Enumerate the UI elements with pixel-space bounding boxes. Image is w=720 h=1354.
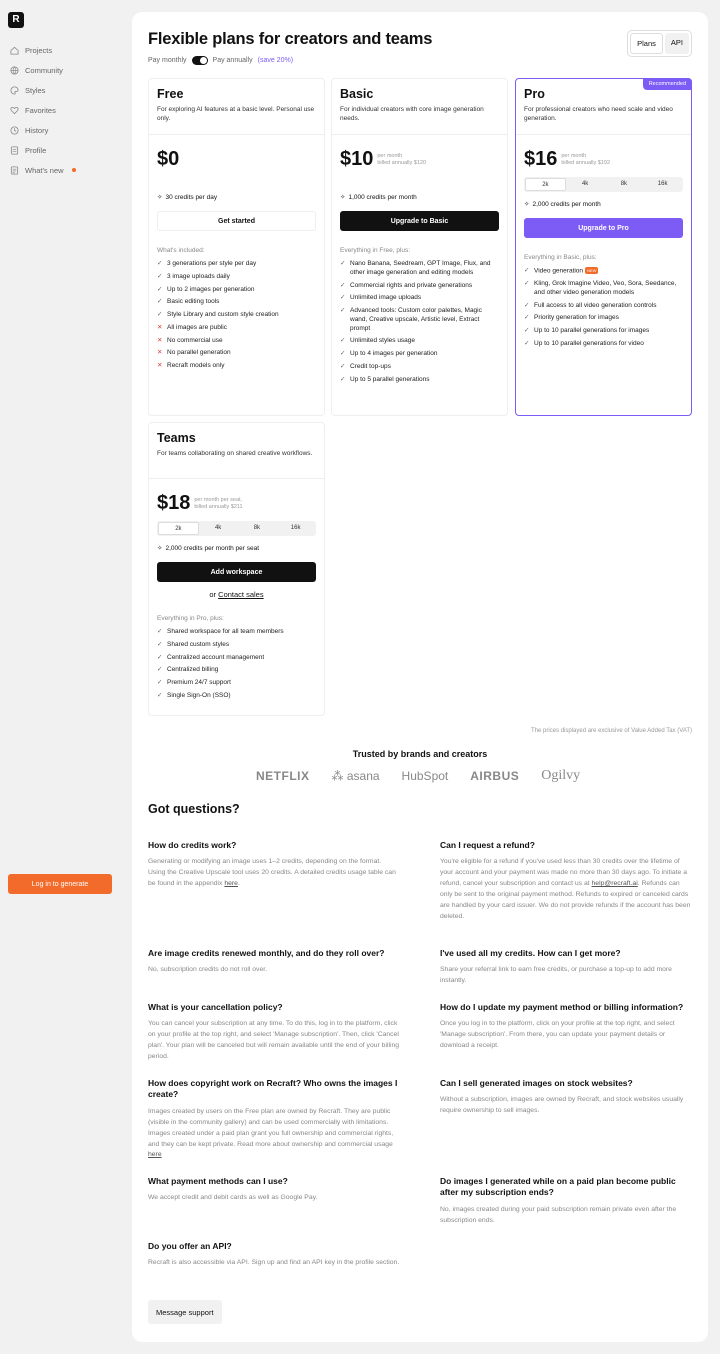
tier-option[interactable]: 4k [214, 525, 222, 531]
tier-option[interactable]: 4k [581, 181, 589, 187]
check-icon: ✓ [157, 311, 163, 319]
plan-description: For professional creators who need scale and video generation. [524, 106, 673, 122]
faq-question: How do credits work? [148, 840, 237, 850]
tier-option[interactable]: 2k [525, 178, 566, 191]
cross-icon: ✕ [157, 349, 163, 357]
price-note: per month billed annually $120 [377, 152, 426, 166]
feature-item [157, 337, 316, 346]
feature-item [340, 307, 499, 333]
plan-price: $16 [524, 148, 558, 170]
credits-text: 30 credits per day [165, 193, 218, 201]
home-icon [10, 46, 19, 55]
feature-item [157, 324, 316, 333]
feature-text: Kling, Grok Imagine Video, Veo, Sora, Seedance, and other video generation models [534, 280, 677, 296]
feature-text: Priority generation for images [534, 314, 619, 322]
credits-line [516, 200, 691, 208]
check-icon: ✓ [157, 260, 163, 267]
tier-option[interactable]: 16k [657, 181, 668, 187]
included-heading: Everything in Basic, plus: [524, 254, 597, 261]
feature-text: Up to 4 images per generation [350, 350, 438, 358]
feature-item [157, 286, 316, 295]
faq-question: How do I update my payment method or billing information? [440, 1002, 684, 1012]
faq-item [148, 1241, 400, 1269]
feature-text: 3 image uploads daily [167, 272, 230, 280]
check-icon: ✓ [340, 362, 346, 370]
faq-item [148, 948, 400, 976]
login-to-generate-button[interactable]: Log in to generate [8, 874, 112, 894]
tier-option[interactable]: 2k [158, 522, 199, 535]
cross-icon: ✕ [157, 362, 163, 370]
faq-item [148, 840, 400, 890]
faq-link[interactable]: here [148, 1151, 162, 1159]
faq-answer: Share your referral link to earn free credits, or purchase a top-up to add more instantly. [440, 966, 672, 985]
credit-tier-selector [157, 521, 316, 536]
pay-monthly-label[interactable]: Pay monthly [148, 57, 187, 64]
feature-item [524, 314, 683, 323]
sparkle-icon: ✧ [524, 201, 530, 208]
sidebar-item-label: History [25, 125, 49, 135]
vat-note: The prices displayed are exclusive of Value Added Tax (VAT) [531, 728, 692, 734]
page-title: Flexible plans for creators and teams [148, 30, 433, 48]
check-icon: ✓ [524, 301, 530, 309]
plan-price: $10 [340, 148, 374, 170]
feature-item [340, 337, 499, 346]
asana-logo: ⁂ asana [331, 769, 380, 783]
feature-item [157, 273, 316, 282]
feature-text: Basic editing tools [167, 298, 220, 306]
palette-icon [10, 86, 19, 95]
check-icon: ✓ [340, 260, 346, 267]
feature-item [157, 260, 316, 269]
plan-card-teams [148, 422, 325, 716]
faq-question: What is your cancellation policy? [148, 1002, 283, 1012]
feature-item [340, 282, 499, 291]
feature-text: Shared custom styles [167, 640, 230, 648]
check-icon: ✓ [340, 294, 346, 302]
credits-text: 1,000 credits per month [348, 193, 417, 201]
check-icon: ✓ [524, 314, 530, 322]
faq-answer: You can cancel your subscription at any time. To do this, log in to the platform, click on your profile at the top right, and select 'Manage subscription'. Then, click 'Cancel plan'. Your plan will be canceled but will remain available until the end of your billing period. [148, 1020, 400, 1061]
credits-text: 2,000 credits per month per seat [165, 544, 260, 552]
faq-question: What payment methods can I use? [148, 1176, 288, 1186]
sidebar [0, 0, 124, 1354]
check-icon: ✓ [157, 272, 163, 280]
feature-item [157, 692, 316, 701]
feature-list [332, 260, 507, 384]
included-heading: Everything in Free, plus: [340, 247, 411, 254]
plan-price: $0 [157, 148, 180, 170]
feature-item [157, 349, 316, 358]
feature-item [157, 654, 316, 663]
ogilvy-logo: Ogilvy [541, 768, 581, 783]
faq-answer: No, images created during your paid subscription remain private even after the subscription ends. [440, 1205, 677, 1224]
feature-item [157, 298, 316, 307]
hubspot-logo: HubSpot [401, 769, 449, 783]
add-workspace-button[interactable]: Add workspace [157, 562, 316, 582]
credits-line [149, 544, 324, 552]
feature-item [340, 260, 499, 278]
check-icon: ✓ [524, 280, 530, 288]
faq-item [440, 1078, 692, 1117]
feature-text: Up to 5 parallel generations [350, 375, 430, 383]
or-text: or [209, 590, 217, 599]
sidebar-nav [10, 40, 76, 180]
faq-item [440, 840, 692, 923]
feature-text: Full access to all video generation controls [534, 301, 657, 309]
feature-text: Up to 2 images per generation [167, 285, 255, 293]
feature-item [157, 362, 316, 371]
check-icon: ✓ [340, 337, 346, 345]
feature-text: Premium 24/7 support [167, 679, 231, 687]
feature-text: Recraft models only [167, 362, 225, 370]
sidebar-item-label: Favorites [25, 105, 56, 115]
price-row [149, 135, 324, 169]
sidebar-item-label: Projects [25, 45, 53, 55]
plan-name: Basic [340, 87, 374, 101]
plan-card-basic [331, 78, 508, 416]
plans-api-switch [627, 30, 692, 57]
price-row [332, 135, 507, 169]
tier-option[interactable]: 8k [620, 181, 628, 187]
faq-item [148, 1078, 400, 1161]
feature-text: 3 generations per style per day [167, 260, 257, 267]
feature-list [516, 267, 691, 349]
price-row [516, 135, 691, 169]
feature-item [524, 340, 683, 349]
check-icon: ✓ [157, 628, 163, 635]
faq-question: Are image credits renewed monthly, and do they roll over? [148, 948, 385, 958]
feature-text: No parallel generation [167, 349, 231, 357]
feature-text: All images are public [167, 323, 227, 331]
faq-link[interactable]: help@recraft.ai [591, 880, 638, 888]
sidebar-item-label: Styles [25, 85, 46, 95]
sparkle-icon: ✧ [157, 545, 163, 552]
upgrade-to-pro-button[interactable]: Upgrade to Pro [524, 218, 683, 238]
sidebar-item-projects[interactable] [10, 40, 76, 60]
main-panel [132, 12, 708, 1342]
document-icon [10, 146, 19, 155]
check-icon: ✓ [157, 666, 163, 674]
tier-option[interactable]: 16k [290, 525, 301, 531]
credits-text: 2,000 credits per month [532, 200, 601, 208]
message-support-button[interactable]: Message support [148, 1300, 222, 1324]
plan-name: Pro [524, 87, 545, 101]
feature-text: Shared workspace for all team members [167, 628, 284, 635]
plan-card-free [148, 78, 325, 416]
billing-period-toggle[interactable] [192, 56, 208, 65]
faq-answer: Recraft is also accessible via API. Sign up and find an API key in the profile section. [148, 1259, 400, 1267]
feature-item [524, 267, 683, 276]
faq-title: Got questions? [148, 802, 240, 816]
check-icon: ✓ [157, 679, 163, 687]
feature-text: Up to 10 parallel generations for images [534, 327, 650, 335]
plan-card-pro [515, 78, 692, 416]
faq-item [148, 1176, 400, 1204]
sidebar-item-label: Profile [25, 145, 47, 155]
plan-header [149, 79, 324, 135]
faq-item [440, 1176, 692, 1227]
check-icon: ✓ [524, 340, 530, 348]
sidebar-item-history[interactable] [10, 120, 76, 140]
price-note: per month per seat, billed annually $211 [194, 496, 243, 510]
feature-item [157, 641, 316, 650]
sparkle-icon: ✧ [157, 194, 163, 201]
check-icon: ✓ [340, 350, 346, 358]
check-icon: ✓ [340, 375, 346, 383]
plan-price: $18 [157, 492, 191, 514]
sidebar-item-label: Community [25, 65, 63, 75]
clock-icon [10, 126, 19, 135]
feature-text: Centralized account management [167, 653, 265, 661]
feature-item [157, 679, 316, 688]
save-note: (save 20%) [257, 57, 294, 64]
credit-tier-selector [524, 177, 683, 192]
faq-answer: Generating or modifying an image uses 1–2 credits, depending on the format. Using the Creative Upscale tool uses 20 credits. A detailed credits usage table can be found in the appendix here. [148, 858, 396, 888]
brand-logos [256, 768, 580, 784]
feature-item [340, 294, 499, 303]
tab-api[interactable]: API [665, 33, 689, 54]
feature-text: Commercial rights and private generations [350, 281, 473, 289]
plan-name: Free [157, 87, 184, 101]
faq-answer: No, subscription credits do not roll over. [148, 966, 268, 974]
sidebar-item-community[interactable] [10, 60, 76, 80]
globe-icon [10, 66, 19, 75]
feature-item [157, 311, 316, 320]
faq-item [440, 948, 692, 987]
feature-text: Unlimited image uploads [350, 294, 422, 302]
feature-text: Credit top-ups [350, 362, 391, 370]
sidebar-item-styles[interactable] [10, 80, 76, 100]
sidebar-item-profile[interactable] [10, 140, 76, 160]
feature-item [340, 350, 499, 359]
check-icon: ✓ [524, 267, 530, 274]
heart-icon [10, 106, 19, 115]
included-heading: What's included: [157, 247, 205, 254]
check-icon: ✓ [157, 298, 163, 306]
plan-header [149, 423, 324, 479]
sparkle-icon: ✧ [340, 194, 346, 201]
feature-text: Style Library and custom style creation [167, 311, 279, 319]
feature-list [149, 260, 324, 371]
feature-text: Single Sign-On (SSO) [167, 691, 231, 699]
feature-item [157, 628, 316, 637]
news-icon [10, 166, 19, 175]
feature-text: Unlimited styles usage [350, 337, 416, 345]
feature-item [524, 327, 683, 336]
netflix-logo: NETFLIX [256, 769, 310, 783]
pay-annually-label[interactable]: Pay annually [212, 57, 253, 64]
check-icon: ✓ [157, 653, 163, 661]
check-icon: ✓ [157, 640, 163, 648]
credits-line [332, 193, 507, 201]
feature-item [524, 280, 683, 298]
credits-line [149, 193, 324, 201]
sidebar-item-favorites[interactable] [10, 100, 76, 120]
recraft-logo[interactable]: R [8, 12, 24, 28]
plan-name: Teams [157, 431, 196, 445]
included-heading: Everything in Pro, plus: [157, 615, 224, 622]
faq-question: Do you offer an API? [148, 1241, 232, 1251]
sidebar-item-label: What's new [25, 165, 64, 175]
sidebar-item-whats-new[interactable] [10, 160, 76, 180]
faq-answer: We accept credit and debit cards as well as Google Pay. [148, 1194, 318, 1202]
check-icon: ✓ [157, 285, 163, 293]
check-icon: ✓ [340, 307, 346, 315]
trusted-heading: Trusted by brands and creators [352, 749, 488, 759]
airbus-logo: AIRBUS [470, 769, 520, 783]
faq-question: How does copyright work on Recraft? Who owns the images I create? [148, 1078, 398, 1100]
check-icon: ✓ [157, 691, 163, 699]
faq-item [440, 1002, 692, 1052]
plan-header [332, 79, 507, 135]
contact-sales-link[interactable]: Contact sales [218, 590, 264, 599]
new-dot-indicator [72, 168, 76, 172]
feature-item [340, 363, 499, 372]
feature-text: Advanced tools: Custom color palettes, Magic wand, Creative upscale, Artistic level, Extract prompt [350, 307, 482, 332]
faq-question: Can I sell generated images on stock websites? [440, 1078, 633, 1088]
plan-description: For individual creators with core image generation needs. [340, 106, 484, 122]
cross-icon: ✕ [157, 323, 163, 331]
upgrade-to-basic-button[interactable]: Upgrade to Basic [340, 211, 499, 231]
faq-question: Do images I generated while on a paid plan become public after my subscription ends? [440, 1176, 676, 1198]
faq-link[interactable]: here [224, 880, 238, 888]
feature-text: Centralized billing [167, 666, 219, 674]
faq-answer: You're eligible for a refund if you've used less than 30 credits over the lifetime of your account and your payment was made no more than 30 days ago. To initiate a refund, cancel your subscription and contact us at help@recraft.ai. Refunds can only be sent to the original payment method. Refunds to expired or canceled cards are handled by your card issuer. We do not provide refunds if the account has been deleted. [440, 858, 691, 920]
feature-text: Nano Banana, Seedream, GPT Image, Flux, and other image generation and editing models [350, 260, 491, 276]
tier-option[interactable]: 8k [253, 525, 261, 531]
faq-answer: Without a subscription, images are owned by Recraft, and stock websites usually require ownership to sell images. [440, 1096, 684, 1115]
price-note: per month billed annually $192 [561, 152, 610, 166]
feature-text: Up to 10 parallel generations for video [534, 340, 644, 348]
faq-answer: Images created by users on the Free plan are owned by Recraft. They are public (visible in the community gallery) and can be used commercially with limitations. Images created under a paid plan grant you full ownership and commercial rights, and they can be kept private. Read more about ownership and commercial usage here [148, 1107, 394, 1159]
feature-item [157, 666, 316, 675]
faq-item [148, 1002, 400, 1063]
price-row [149, 479, 324, 513]
feature-item [524, 302, 683, 311]
feature-text: Video generation [534, 267, 584, 275]
billing-toggle-row [148, 56, 293, 65]
recommended-badge: Recommended [643, 78, 692, 90]
plan-description: For teams collaborating on shared creative workflows. [157, 450, 313, 457]
faq-answer: Once you log in to the platform, click on your profile at the top right, and select 'Manage subscription'. From there, you can update your payment details or download a receipt. [440, 1020, 675, 1050]
get-started-button[interactable]: Get started [157, 211, 316, 231]
plan-description: For exploring AI features at a basic level. Personal use only. [157, 106, 315, 122]
new-badge: NEW [587, 268, 597, 273]
faq-question: Can I request a refund? [440, 840, 535, 850]
feature-list [149, 628, 324, 701]
contact-sales-row [149, 590, 324, 599]
faq-question: I've used all my credits. How can I get more? [440, 948, 621, 958]
check-icon: ✓ [524, 327, 530, 335]
check-icon: ✓ [340, 281, 346, 289]
feature-text: No commercial use [167, 336, 223, 344]
tab-plans[interactable]: Plans [630, 33, 663, 54]
feature-item [340, 376, 499, 385]
cross-icon: ✕ [157, 336, 163, 344]
